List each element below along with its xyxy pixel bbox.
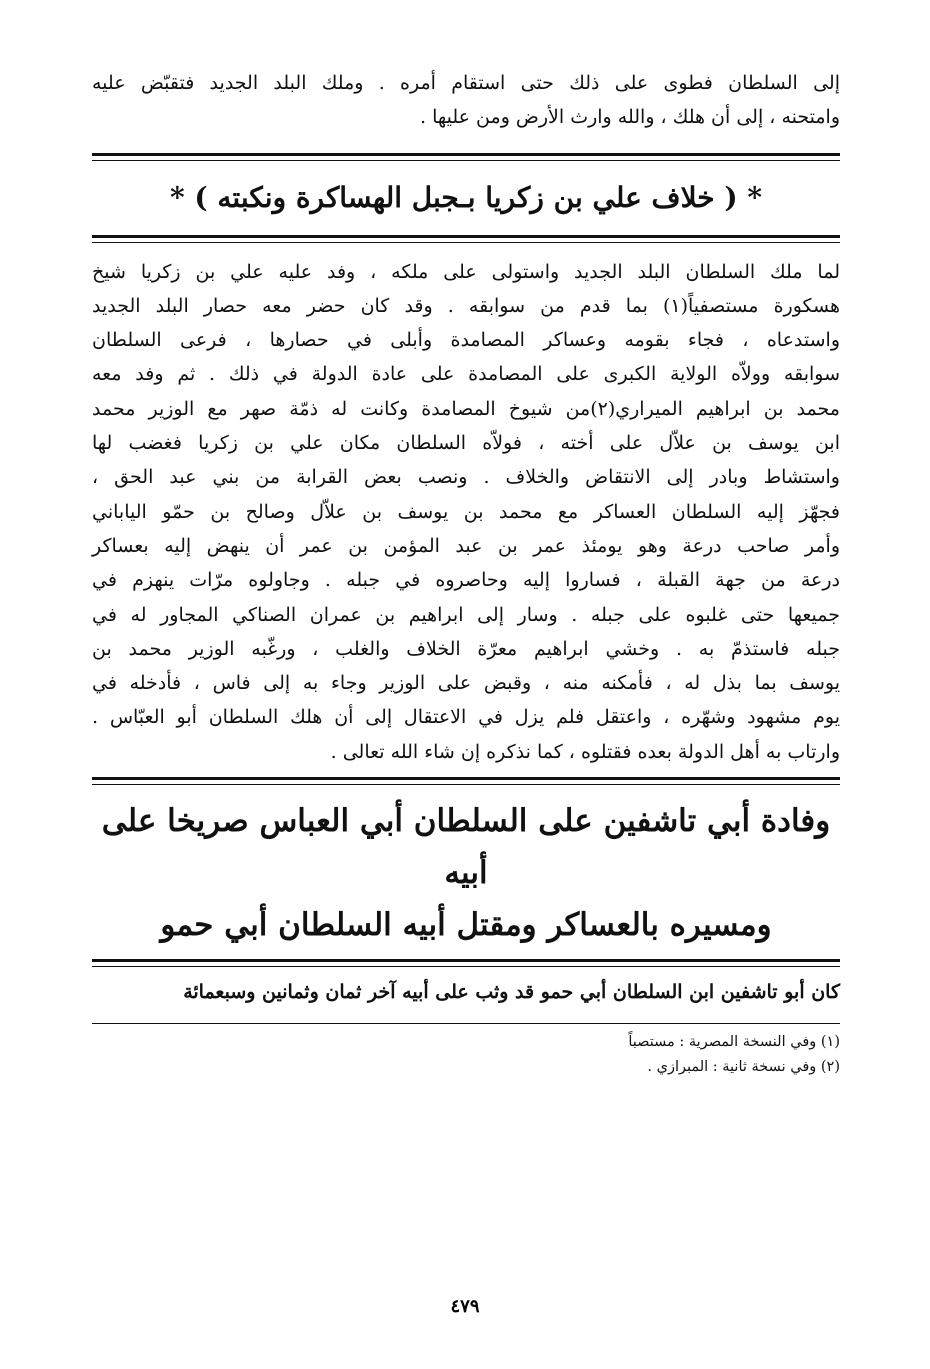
chapter-title: [92, 795, 840, 951]
top-paragraph: [92, 66, 840, 135]
chapter-title-line: ومسيره بالعساكر ومقتل أبيه السلطان أبي حمو: [160, 907, 772, 944]
text-line: لما ملك السلطان البلد الجديد واستولى على ملكه ، وفد عليه علي بن زكريا شيخ: [92, 260, 840, 283]
text-line: واستدعاه ، فجاء بقومه وعساكر المصامدة وأبلى في حصارها ، فرعى السلطان: [92, 329, 840, 352]
text-line: يوم مشهود وشهّره ، واعتقل فلم يزل في الاعتقال إلى أن هلك السلطان أبو العبّاس .: [92, 706, 840, 729]
text-line: وامتحنه ، إلى أن هلك ، والله وارث الأرض ومن عليها .: [420, 106, 840, 129]
text-line: وأمر صاحب درعة وهو يومئذ عمر بن عبد المؤمن بن عمر أن ينهض إليه بعساكر: [92, 534, 840, 557]
text-line: درعة من جهة القبلة ، فساروا إليه وحاصروه في جبله . وجاولوه مرّات ينهزم في: [92, 569, 840, 592]
book-page: [92, 66, 840, 1080]
text-line: جميعها حتى غلبوه على جبله . وسار إلى ابراهيم بن عمران الصناكي المجاور له في: [92, 603, 840, 626]
footnote: (١) وفي النسخة المصرية : مستصباً: [628, 1034, 840, 1051]
text-line: وارتاب به أهل الدولة بعده فقتلوه ، كما نذكره إن شاء الله تعالى .: [330, 740, 840, 763]
footnote: (٢) وفي نسخة ثانية : المبرازي .: [647, 1059, 840, 1076]
footnote-rule: [92, 1023, 840, 1024]
text-line: فجهّز إليه السلطان العساكر مع محمد بن يوسف بن علاّل وصالح بن حمّو الياباني: [92, 500, 840, 523]
chapter-first-line: كان أبو تاشفين ابن السلطان أبي حمو قد وثب على أبيه آخر ثمان وثمانين وسبعمائة: [183, 981, 840, 1004]
text-line: سوابقه وولاّه الولاية الكبرى على المصامدة على عادة الدولة في ذلك . ثم وفد معه: [92, 363, 840, 386]
section-body: [92, 255, 840, 769]
page-number: ٤٧٩: [450, 1296, 480, 1317]
text-line: هسكورة مستصفياً(١) بما قدم من سوابقه . وقد كان حضر معه حصار البلد الجديد: [92, 294, 840, 317]
text-line: جبله فاستذمّ به . وخشي ابراهيم معرّة الخلاف والغلب ، ورغّبه الوزير محمد بن: [92, 637, 840, 660]
footnotes: [92, 1030, 840, 1080]
chapter-title-line: وفادة أبي تاشفين على السلطان أبي العباس صريخا على أبيه: [101, 803, 831, 892]
text-line: إلى السلطان فطوى على ذلك حتى استقام أمره . وملك البلد الجديد فتقبّض عليه: [92, 72, 840, 94]
double-rule: [92, 153, 840, 161]
text-line: ابن يوسف بن علاّل على أخته ، فولاّه السلطان مكان علي بن زكريا فغضب لها: [92, 432, 840, 455]
text-line: واستشاط وبادر إلى الانتقاض والخلاف . ونصب بعض القرابة من بني عبد الحق ،: [92, 466, 840, 489]
double-rule: [92, 777, 840, 785]
double-rule: [92, 959, 840, 967]
section-title: * ( خلاف علي بن زكريا بـجبل الهساكرة ونكبته ) *: [170, 180, 762, 214]
text-line: يوسف بما بذل له ، فأمكنه منه ، وقبض على الوزير وجاء به إلى فاس ، فأدخله في: [92, 672, 840, 695]
double-rule: [92, 235, 840, 243]
text-line: محمد بن ابراهيم الميراري(٢)من شيوخ المصامدة وكانت له ذمّة صهر مع الوزير محمد: [92, 397, 840, 420]
